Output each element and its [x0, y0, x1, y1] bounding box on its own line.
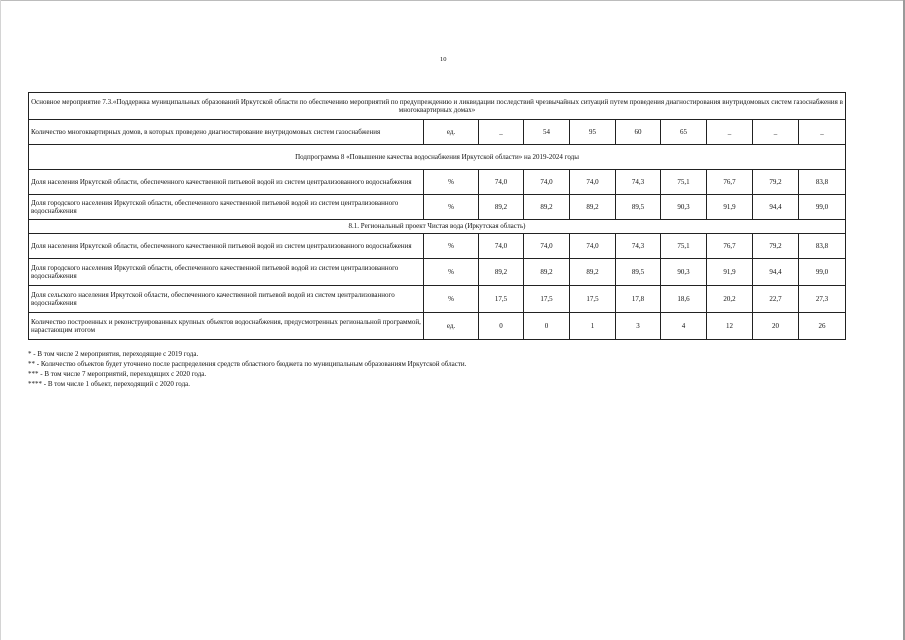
- value-cell: 0: [479, 313, 524, 340]
- indicator-name: Количество многоквартирных домов, в которых проведено диагностирование внутридомовых систем газоснабжения: [29, 120, 424, 145]
- unit-cell: %: [424, 195, 479, 220]
- project-header-row: [29, 220, 846, 234]
- value-cell: 89,5: [616, 195, 661, 220]
- unit-cell: ед.: [424, 120, 479, 145]
- value-cell: 74,0: [524, 170, 570, 195]
- value-cell: 79,2: [753, 170, 799, 195]
- table-row: [29, 170, 846, 195]
- value-cell: 89,5: [616, 259, 661, 286]
- indicator-name: Доля населения Иркутской области, обеспеченного качественной питьевой водой из систем централизованного водоснабжения: [29, 170, 424, 195]
- value-cell: 74,0: [479, 170, 524, 195]
- value-cell: 90,3: [661, 195, 707, 220]
- unit-cell: ед.: [424, 313, 479, 340]
- footnote: **** - В том числе 1 объект, переходящий с 2020 года.: [28, 380, 191, 388]
- value-cell: 17,5: [524, 286, 570, 313]
- intro-cell: Основное мероприятие 7.3.«Поддержка муниципальных образований Иркутской области по обеспечению мероприятий по предупреждению и ликвидации последствий чрезвычайных ситуаций путем проведения диагностирования внутридомовых систем газоснабжения в многоквартирных домах»: [29, 93, 846, 120]
- value-cell: 60: [616, 120, 661, 145]
- scan-edge-left: [0, 0, 1, 640]
- value-cell: 22,7: [753, 286, 799, 313]
- indicator-name: Доля городского населения Иркутской области, обеспеченного качественной питьевой водой из систем централизованного водоснабжения: [29, 259, 424, 286]
- value-cell: 74,3: [616, 170, 661, 195]
- value-cell: 1: [570, 313, 616, 340]
- value-cell: _: [707, 120, 753, 145]
- value-cell: 20,2: [707, 286, 753, 313]
- value-cell: 17,8: [616, 286, 661, 313]
- value-cell: 17,5: [570, 286, 616, 313]
- scan-edge-top: [0, 0, 905, 1]
- value-cell: 89,2: [524, 259, 570, 286]
- table-row: [29, 313, 846, 340]
- value-cell: 94,4: [753, 259, 799, 286]
- value-cell: _: [753, 120, 799, 145]
- indicator-name: Доля населения Иркутской области, обеспеченного качественной питьевой водой из систем централизованного водоснабжения: [29, 234, 424, 259]
- table-row: [29, 195, 846, 220]
- value-cell: 74,0: [524, 234, 570, 259]
- indicator-name: Количество построенных и реконструированных крупных объектов водоснабжения, предусмотренных региональной программой, нарастающим итогом: [29, 313, 424, 340]
- footnotes: [28, 349, 466, 389]
- subprogram-8-title: Подпрограмма 8 «Повышение качества водоснабжения Иркутской области» на 2019-2024 годы: [29, 145, 846, 170]
- value-cell: 74,3: [616, 234, 661, 259]
- value-cell: 99,0: [799, 259, 846, 286]
- table-row: [29, 234, 846, 259]
- value-cell: _: [799, 120, 846, 145]
- value-cell: 83,8: [799, 170, 846, 195]
- value-cell: 3: [616, 313, 661, 340]
- value-cell: 89,2: [570, 195, 616, 220]
- table-row: [29, 286, 846, 313]
- value-cell: 90,3: [661, 259, 707, 286]
- value-cell: 83,8: [799, 234, 846, 259]
- footnote: ** - Количество объектов будет уточнено после распределения средств областного бюджета по муниципальным образованиям Иркутской области.: [28, 360, 467, 368]
- unit-cell: %: [424, 170, 479, 195]
- value-cell: 94,4: [753, 195, 799, 220]
- value-cell: 89,2: [479, 195, 524, 220]
- indicator-name: Доля сельского населения Иркутской области, обеспеченного качественной питьевой водой из систем централизованного водоснабжения: [29, 286, 424, 313]
- value-cell: 89,2: [524, 195, 570, 220]
- table-row: [29, 120, 846, 145]
- value-cell: 95: [570, 120, 616, 145]
- value-cell: 89,2: [479, 259, 524, 286]
- table-row: [29, 259, 846, 286]
- value-cell: 91,9: [707, 195, 753, 220]
- value-cell: 0: [524, 313, 570, 340]
- value-cell: 91,9: [707, 259, 753, 286]
- value-cell: 20: [753, 313, 799, 340]
- footnote: *** - В том числе 7 мероприятий, переходящих с 2020 года.: [28, 370, 207, 378]
- unit-cell: %: [424, 286, 479, 313]
- value-cell: 76,7: [707, 170, 753, 195]
- value-cell: 54: [524, 120, 570, 145]
- value-cell: 75,1: [661, 234, 707, 259]
- intro-row: [29, 93, 846, 120]
- value-cell: 74,0: [570, 170, 616, 195]
- value-cell: 12: [707, 313, 753, 340]
- value-cell: 4: [661, 313, 707, 340]
- value-cell: 17,5: [479, 286, 524, 313]
- indicators-table: [28, 92, 846, 340]
- value-cell: 18,6: [661, 286, 707, 313]
- value-cell: 76,7: [707, 234, 753, 259]
- unit-cell: %: [424, 234, 479, 259]
- value-cell: 79,2: [753, 234, 799, 259]
- value-cell: 99,0: [799, 195, 846, 220]
- value-cell: 74,0: [479, 234, 524, 259]
- value-cell: 75,1: [661, 170, 707, 195]
- value-cell: 74,0: [570, 234, 616, 259]
- unit-cell: %: [424, 259, 479, 286]
- footnote: * - В том числе 2 мероприятия, переходящие с 2019 года.: [28, 350, 199, 358]
- page-number: 10: [440, 56, 447, 63]
- indicator-name: Доля городского населения Иркутской области, обеспеченного качественной питьевой водой из систем централизованного водоснабжения: [29, 195, 424, 220]
- project-8-1-title: 8.1. Региональный проект Чистая вода (Иркутская область): [29, 220, 846, 234]
- value-cell: 89,2: [570, 259, 616, 286]
- value-cell: 26: [799, 313, 846, 340]
- value-cell: _: [479, 120, 524, 145]
- value-cell: 65: [661, 120, 707, 145]
- value-cell: 27,3: [799, 286, 846, 313]
- subprogram-header-row: [29, 145, 846, 170]
